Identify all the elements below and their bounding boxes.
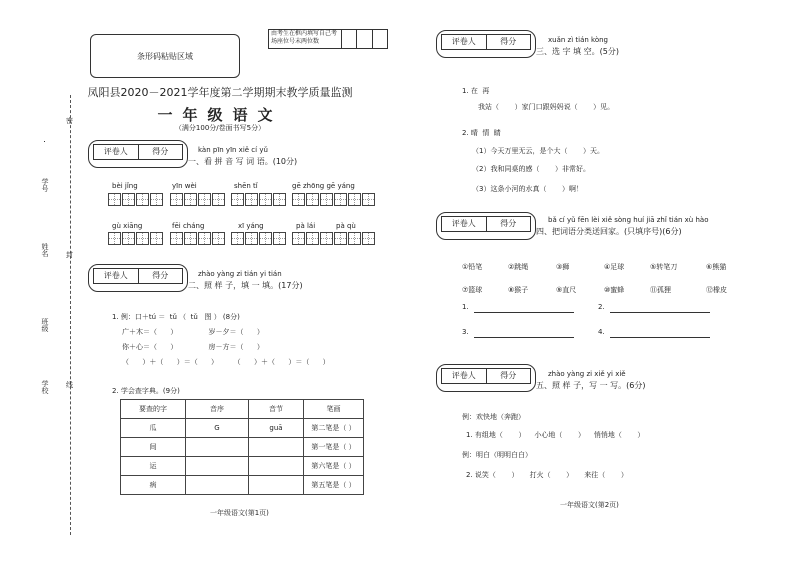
q3-line: （1）今天万里无云，是个大（ ）天。: [472, 147, 605, 155]
label-xian: 线: [66, 381, 73, 389]
q4-item: ⑥熊猫: [706, 263, 727, 271]
q4-title: 四、把词语分类送回家。(只填序号)(6分): [536, 227, 682, 236]
seat-number-box: [268, 29, 388, 49]
q4-blank-line[interactable]: [610, 337, 710, 338]
q4-item: ⑧猴子: [508, 286, 529, 294]
q5-example-2: 例：明白（明明白白）: [462, 451, 532, 459]
label-class: 班级: [41, 318, 49, 332]
q4-blank-label: 1.: [462, 303, 469, 311]
score-box-5: 评卷人 得分: [436, 364, 536, 392]
q4-item: ⑨直尺: [556, 286, 577, 294]
score-box-4: 评卷人 得分: [436, 212, 536, 240]
score-note: （满分100分/卷面书写5分）: [174, 124, 266, 132]
q2-row: （ ）＋（ ）＝（ ） （ ）＋（ ）＝（ ）: [122, 358, 330, 366]
q4-item: ⑩蜜蜂: [604, 286, 625, 294]
q4-blank-line[interactable]: [474, 337, 574, 338]
subject-title: 一年级语文: [157, 106, 283, 124]
score-box-1: 评卷人 得分: [88, 140, 188, 168]
label-school: 学校: [41, 380, 49, 394]
seat-notice: 由考生在框内填写自己考场座位号末两位数: [269, 30, 342, 48]
q1-word: xī yáng: [238, 222, 264, 230]
q1-word: shēn tǐ: [234, 182, 258, 190]
exam-title: 凤阳县2020－2021学年度第二学期期末教学质量监测: [87, 86, 353, 99]
q4-item: ④足球: [604, 263, 625, 271]
q4-item: ⑤转笔刀: [650, 263, 678, 271]
q4-pinyin: bǎ cí yǔ fēn lèi xiě sòng huí jiā zhǐ tián xù hào: [548, 216, 709, 224]
score-box-2: 评卷人 得分: [88, 264, 188, 292]
q3-pinyin: xuǎn zì tián kòng: [548, 36, 608, 44]
q4-blank-label: 2.: [598, 303, 605, 311]
q2-row: 你＋心＝（ ） 房－方＝（ ）: [122, 343, 264, 351]
q3-part1: 1. 在 再: [462, 87, 490, 95]
q2-title: 二、照 样 子，填 一 填。(17分): [188, 281, 303, 290]
q3-title: 三、选 字 填 空。(5分): [536, 47, 619, 56]
q1-word: gē zhōng gē yáng: [292, 182, 355, 190]
label-name: 姓名: [41, 243, 49, 257]
q4-item: ①铅笔: [462, 263, 483, 271]
q5-title: 五、照 样 子，写 一 写。(6分): [536, 381, 646, 390]
label-mi: 密: [66, 117, 73, 125]
q4-blank-line[interactable]: [474, 312, 574, 313]
q4-item: ⑦篮球: [462, 286, 483, 294]
binding-line: [70, 95, 71, 535]
label-student-id: 学号: [41, 178, 49, 192]
q1-word: pà lái: [296, 222, 316, 230]
barcode-area: [90, 34, 240, 78]
q3-part2: 2. 晴 情 睛: [462, 129, 501, 137]
q4-item: ②跳绳: [508, 263, 529, 271]
q5-pinyin: zhào yàng zi xiě yi xiě: [548, 370, 626, 378]
q4-blank-label: 3.: [462, 328, 469, 336]
q3-part1-line: 我站（ ）家门口跟妈妈说（ ）见。: [478, 103, 615, 111]
q2-row: 广＋木＝（ ） 岁－夕＝（ ）: [122, 328, 264, 336]
q1-pinyin: kàn pīn yīn xiě cí yǔ: [198, 146, 268, 154]
q2-sub1: 1. 例：口＋tú ＝ tǔ （ tǔ 图 ） (8分): [112, 313, 240, 321]
q3-line: （2）我和同桌的感（ ）非常好。: [472, 165, 591, 173]
q1-title: 一、看 拼 音 写 词 语。(10分): [188, 157, 298, 166]
q4-blank-label: 4.: [598, 328, 605, 336]
q1-word: fēi cháng: [172, 222, 205, 230]
score-box-3: 评卷人 得分: [436, 30, 536, 58]
q4-item: ⑪孤狸: [650, 286, 671, 294]
footer-page-2: 一年级语文(第2页): [560, 501, 619, 509]
barcode-label: 条形码粘贴区域: [137, 51, 193, 61]
q5-example-1: 例：欢快地（奔跑）: [462, 413, 525, 421]
q5-line-1: 1. 有组地（ ） 小心地（ ） 悄悄地（ ）: [466, 431, 645, 439]
q4-item: ③狮: [556, 263, 570, 271]
q1-word: pà qù: [336, 222, 356, 230]
q2-sub2: 2. 学会查字典。(9分): [112, 387, 180, 395]
q4-blank-line[interactable]: [610, 312, 710, 313]
dictionary-table: 要查的字 音序 音节 笔画 瓜 G guā 第二笔是（ ） 间 第一笔是（ ） 运 第六笔是（ ） 病 第五笔是（ ）: [120, 399, 364, 495]
q4-item: ⑫橡皮: [706, 286, 727, 294]
q2-pinyin: zhào yàng zi tián yi tián: [198, 270, 282, 278]
q1-word: yīn wèi: [172, 182, 197, 190]
label-feng: 封: [66, 251, 73, 259]
q1-word: bèi jǐng: [112, 182, 138, 190]
q5-line-2: 2. 说笑（ ） 打火（ ） 来往（ ）: [466, 471, 628, 479]
q1-word: gù xiāng: [112, 222, 143, 230]
q3-line: （3）这条小河的水真（ ）啊！: [472, 185, 584, 193]
footer-page-1: 一年级语文(第1页): [210, 509, 269, 517]
